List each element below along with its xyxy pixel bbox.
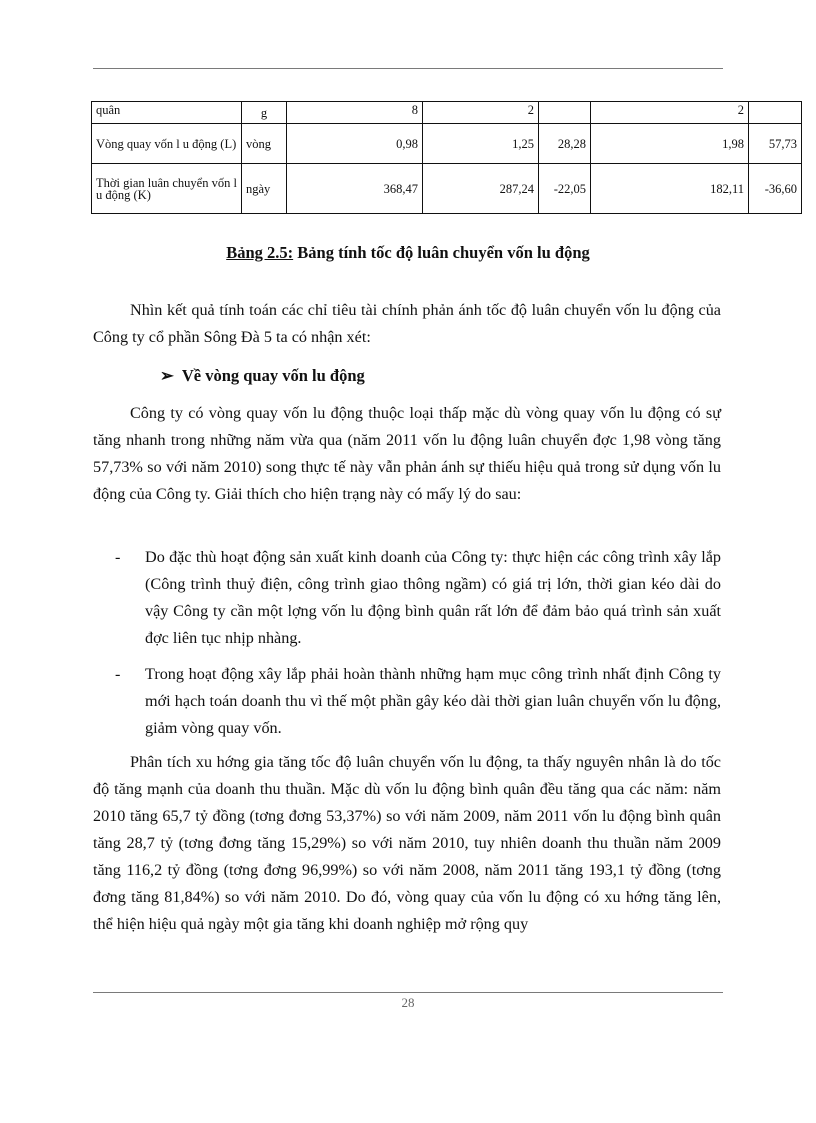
caption-text: Bảng tính tốc độ luân chuyển vốn lu động xyxy=(293,243,590,262)
table-cell: vòng xyxy=(242,124,287,164)
table-cell: g xyxy=(242,102,287,124)
section-title: Về vòng quay vốn lu động xyxy=(181,366,365,385)
table-cell: ngày xyxy=(242,164,287,214)
table-row xyxy=(92,164,802,214)
table-cell: 2 xyxy=(591,102,749,124)
table-cell: -22,05 xyxy=(539,164,591,214)
table-row xyxy=(92,102,802,124)
table-cell: 287,24 xyxy=(423,164,539,214)
table-cell: 2 xyxy=(423,102,539,124)
intro-paragraph: Nhìn kết quả tính toán các chỉ tiêu tài chính phản ánh tốc độ luân chuyển vốn lu động của Công ty cổ phần Sông Đà 5 ta có nhận xét: xyxy=(93,301,721,346)
table-cell: 0,98 xyxy=(287,124,423,164)
body-paragraph-1: Công ty có vòng quay vốn lu động thuộc loại thấp mặc dù vòng quay vốn lu động có sự tăng nhanh trong những năm vừa qua (năm 2011 vốn lu động luân chuyển đợc 1,98 vòng tăng 57,73% so với năm 2010) song thực tế này vẫn phản ánh sự thiếu hiệu quả trong sử dụng vốn lu động của Công ty. Giải thích cho hiện trạng này có mấy lý do sau: xyxy=(93,404,721,503)
table-cell: 368,47 xyxy=(287,164,423,214)
table-caption xyxy=(0,243,816,263)
list-item-text: Do đặc thù hoạt động sản xuất kinh doanh của Công ty: thực hiện các công trình xây lắp (Công trình thuỷ điện, công trình giao thông ngầm) có giá trị lớn, thời gian kéo dài do vậy Công ty cần một lợng vốn lu động bình quân rất lớn để đảm bảo quá trình sản xuất đợc liên tục nhịp nhàng. xyxy=(145,548,721,647)
arrow-bullet-icon: ➢ xyxy=(160,366,174,385)
table-cell xyxy=(539,102,591,124)
header-rule xyxy=(93,68,723,69)
table-cell xyxy=(749,102,802,124)
dash-bullet: - xyxy=(115,548,121,566)
table-cell: 28,28 xyxy=(539,124,591,164)
table-cell: Vòng quay vốn l u động (L) xyxy=(92,124,242,164)
table-cell: 1,25 xyxy=(423,124,539,164)
table-cell: 1,98 xyxy=(591,124,749,164)
table-cell: 182,11 xyxy=(591,164,749,214)
table-cell: 57,73 xyxy=(749,124,802,164)
table-cell: quân xyxy=(92,102,242,124)
table-row xyxy=(92,124,802,164)
dash-bullet: - xyxy=(115,665,121,683)
section-heading xyxy=(160,366,365,386)
caption-label: Bảng 2.5: xyxy=(226,243,294,262)
table-cell: -36,60 xyxy=(749,164,802,214)
turnover-table xyxy=(91,101,802,214)
table-cell: 8 xyxy=(287,102,423,124)
footer-rule xyxy=(93,992,723,993)
table-cell: Thời gian luân chuyển vốn l u động (K) xyxy=(92,164,242,214)
list-item-text: Trong hoạt động xây lắp phải hoàn thành những hạm mục công trình nhất định Công ty mới hạch toán doanh thu vì thế một phần gây kéo dài thời gian luân chuyển vốn lu động, giảm vòng quay vốn. xyxy=(145,665,721,737)
body-paragraph-2: Phân tích xu hớng gia tăng tốc độ luân chuyển vốn lu động, ta thấy nguyên nhân là do tốc độ tăng mạnh của doanh thu thuần. Mặc dù vốn lu động bình quân đều tăng qua các năm: năm 2010 tăng 65,7 tỷ đồng (tơng đơng 53,37%) so với năm 2009, năm 2011 vốn lu động bình quân tăng 28,7 tỷ (tơng đơng tăng 15,29%) so với năm 2010, tuy nhiên doanh thu thuần năm 2009 tăng 116,2 tỷ đồng (tơng đơng 96,99%) so với năm 2008, năm 2011 tăng 193,1 tỷ đồng (tơng đơng tăng 81,84%) so với năm 2010. Do đó, vòng quay của vốn lu động có xu hớng tăng lên, thể hiện hiệu quả ngày một gia tăng khi doanh nghiệp mở rộng quy xyxy=(93,753,721,933)
page-number: 28 xyxy=(401,995,415,1010)
